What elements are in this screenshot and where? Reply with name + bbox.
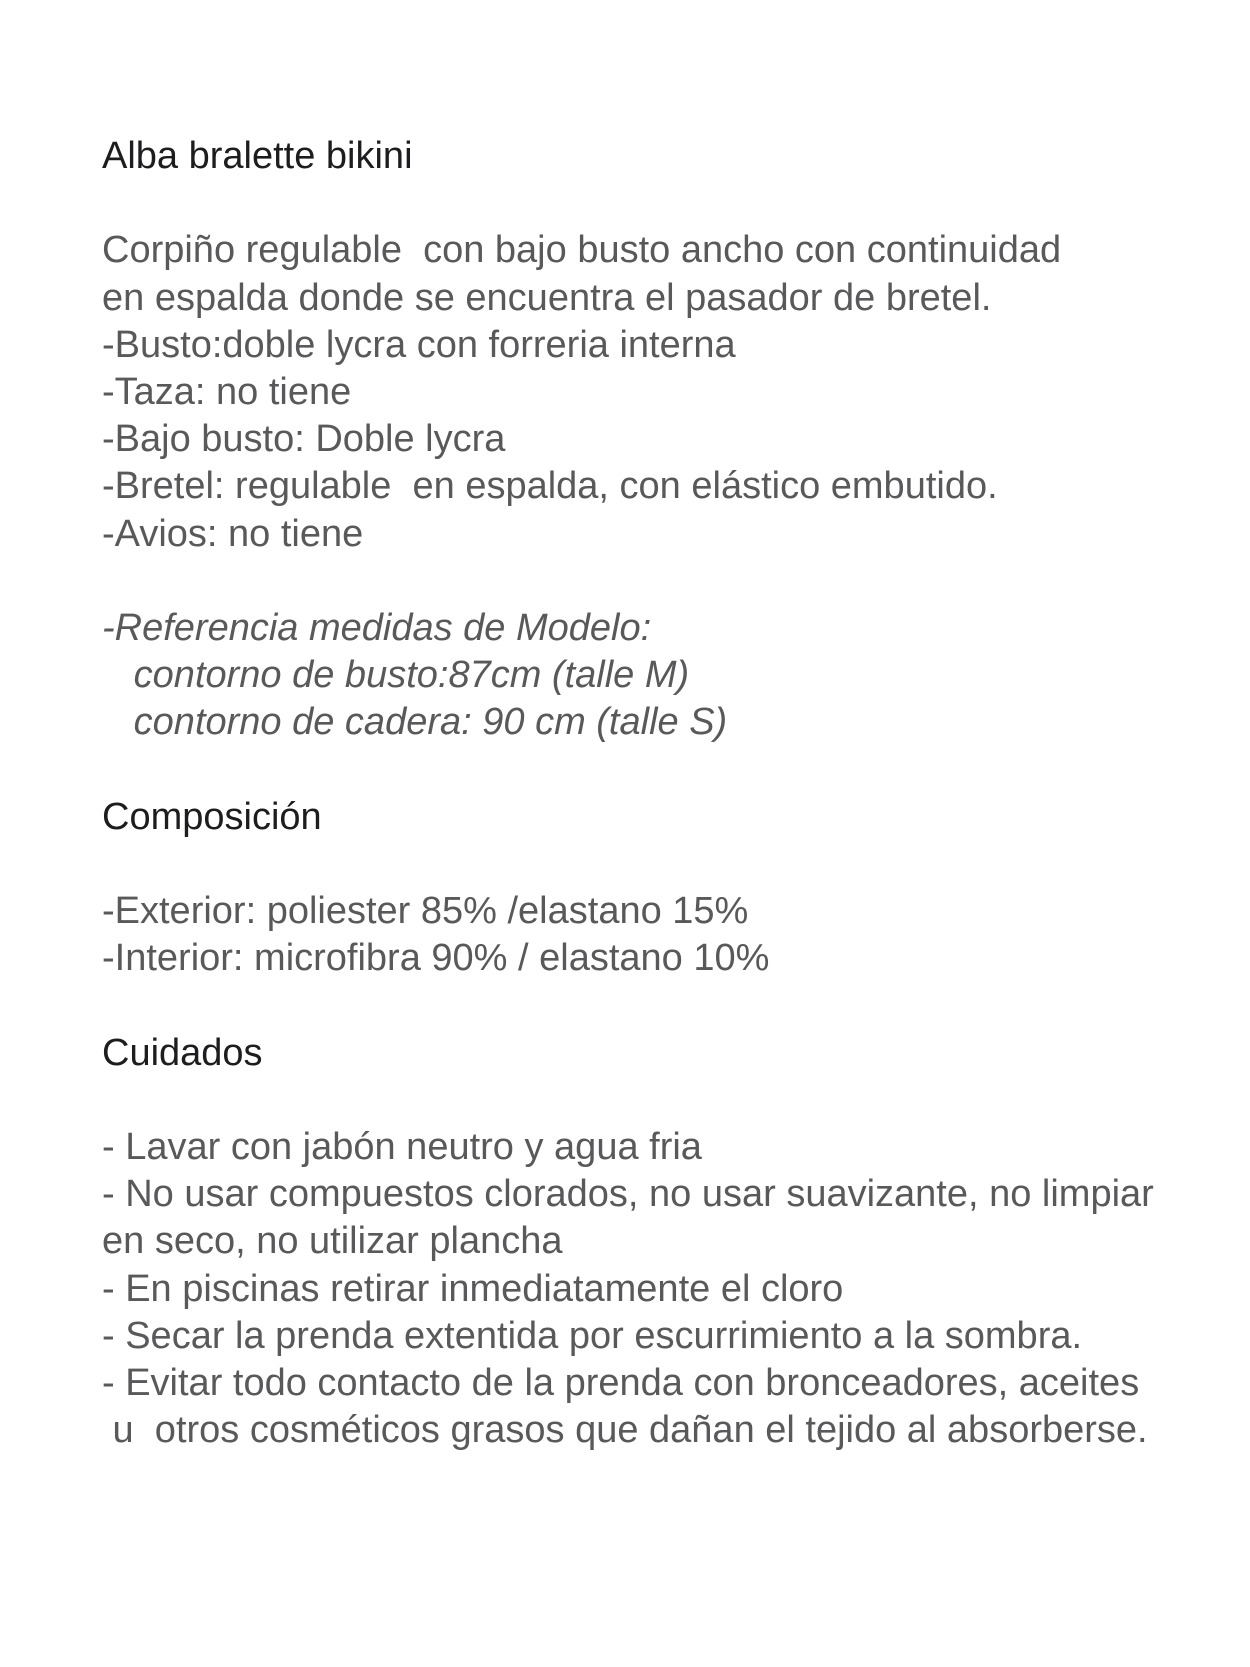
- composition-line-interior: -Interior: microfibra 90% / elastano 10%: [102, 937, 770, 980]
- care-line: - Lavar con jabón neutro y agua fria: [102, 1125, 702, 1168]
- care-line: u otros cosméticos grasos que dañan el tejido al absorberse.: [102, 1409, 1148, 1452]
- reference-line-busto: contorno de busto:87cm (talle M): [102, 654, 690, 697]
- composition-heading: Composición: [102, 795, 322, 838]
- spacer: [102, 982, 1220, 1029]
- reference-line: -Referencia medidas de Modelo:: [102, 606, 652, 649]
- care-line: en seco, no utilizar plancha: [102, 1220, 563, 1263]
- spacer: [102, 1077, 1220, 1124]
- intro-line-taza: -Taza: no tiene: [102, 370, 352, 413]
- spacer: [102, 746, 1220, 793]
- spacer: [102, 558, 1220, 605]
- care-line: - En piscinas retirar inmediatamente el cloro: [102, 1267, 844, 1310]
- care-line: - No usar compuestos clorados, no usar suavizante, no limpiar: [102, 1173, 1154, 1216]
- care-line: - Evitar todo contacto de la prenda con bronceadores, aceites: [102, 1361, 1140, 1404]
- product-title: Alba bralette bikini: [102, 135, 413, 177]
- intro-line: Corpiño regulable con bajo busto ancho con continuidad: [102, 229, 1062, 272]
- intro-line: en espalda donde se encuentra el pasador de bretel.: [102, 276, 992, 319]
- intro-line-avios: -Avios: no tiene: [102, 512, 364, 555]
- intro-line-busto: -Busto:doble lycra con forreria interna: [102, 323, 736, 366]
- care-line: - Secar la prenda extentida por escurrimiento a la sombra.: [102, 1314, 1083, 1357]
- spacer: [102, 841, 1220, 888]
- care-heading: Cuidados: [102, 1031, 263, 1074]
- composition-line-exterior: -Exterior: poliester 85% /elastano 15%: [102, 890, 749, 932]
- spacer: [102, 180, 1220, 227]
- intro-line-bretel: -Bretel: regulable en espalda, con elástico embutido.: [102, 465, 998, 508]
- reference-line-cadera: contorno de cadera: 90 cm (talle S): [102, 701, 728, 744]
- intro-line-bajo-busto: -Bajo busto: Doble lycra: [102, 418, 506, 461]
